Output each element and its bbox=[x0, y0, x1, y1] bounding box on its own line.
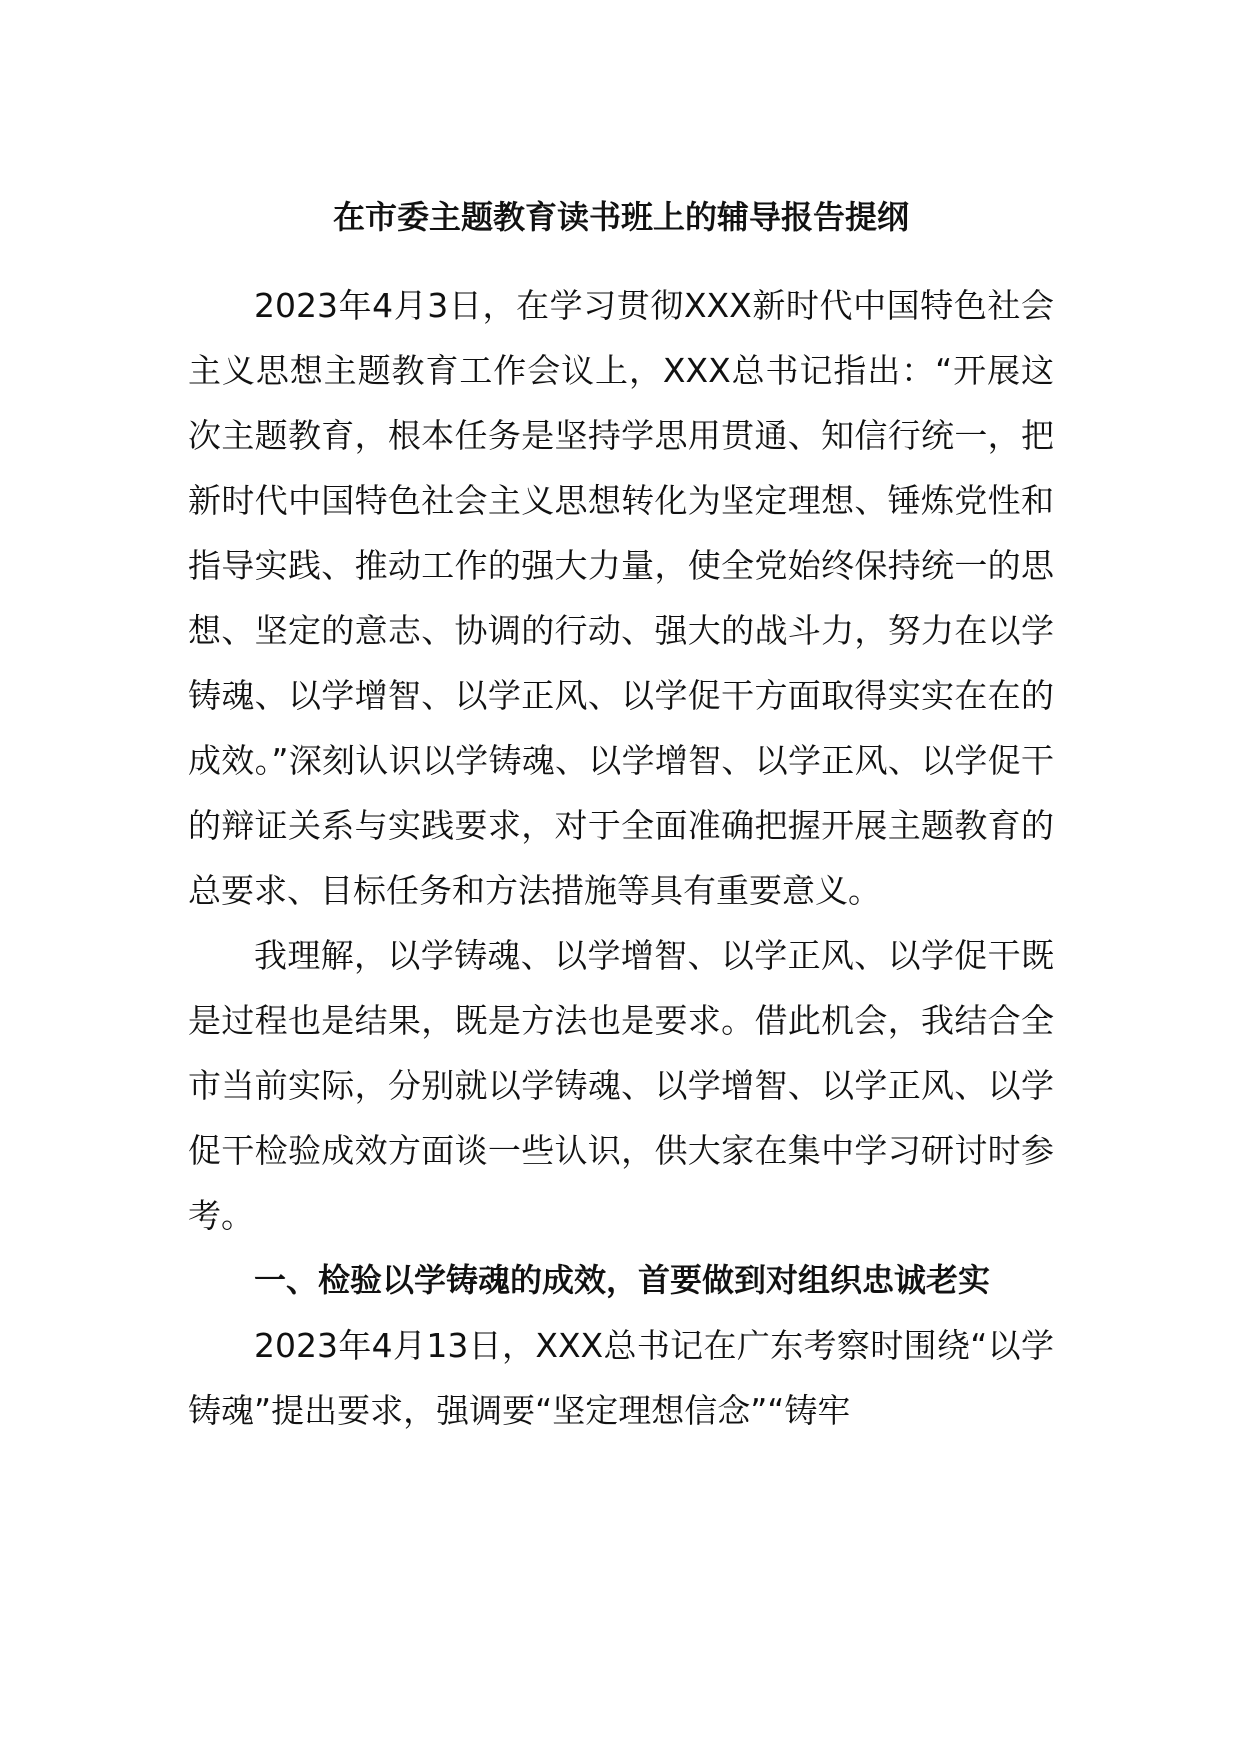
paragraph-section-1: 2023年4月13日，XXX总书记在广东考察时围绕“以学铸魂”提出要求，强调要“坚定理想信念”“铸牢 bbox=[188, 1326, 1054, 1430]
section-heading-1: 一、检验以学铸魂的成效，首要做到对组织忠诚老实 bbox=[254, 1261, 991, 1299]
paragraph-intro: 2023年4月3日，在学习贯彻XXX新时代中国特色社会主义思想主题教育工作会议上，XXX总书记指出：“开展这次主题教育，根本任务是坚持学思用贯通、知信行统一，把新时代中国特色社会主义思想转化为坚定理想、锤炼党性和指导实践、推动工作的强大力量，使全党始终保持统一的思想、坚定的意志、协调的行动、强大的战斗力，努力在以学铸魂、以学增智、以学正风、以学促干方面取得实实在在的成效。”深刻认识以学铸魂、以学增智、以学正风、以学促干的辩证关系与实践要求，对于全面准确把握开展主题教育的总要求、目标任务和方法措施等具有重要意义。 bbox=[188, 286, 1054, 910]
document-body bbox=[188, 195, 1054, 1443]
document-title: 在市委主题教育读书班上的辅导报告提纲 bbox=[332, 198, 909, 236]
paragraph-understanding: 我理解，以学铸魂、以学增智、以学正风、以学促干既是过程也是结果，既是方法也是要求。借此机会，我结合全市当前实际，分别就以学铸魂、以学增智、以学正风、以学促干检验成效方面谈一些认识，供大家在集中学习研讨时参考。 bbox=[188, 936, 1054, 1235]
